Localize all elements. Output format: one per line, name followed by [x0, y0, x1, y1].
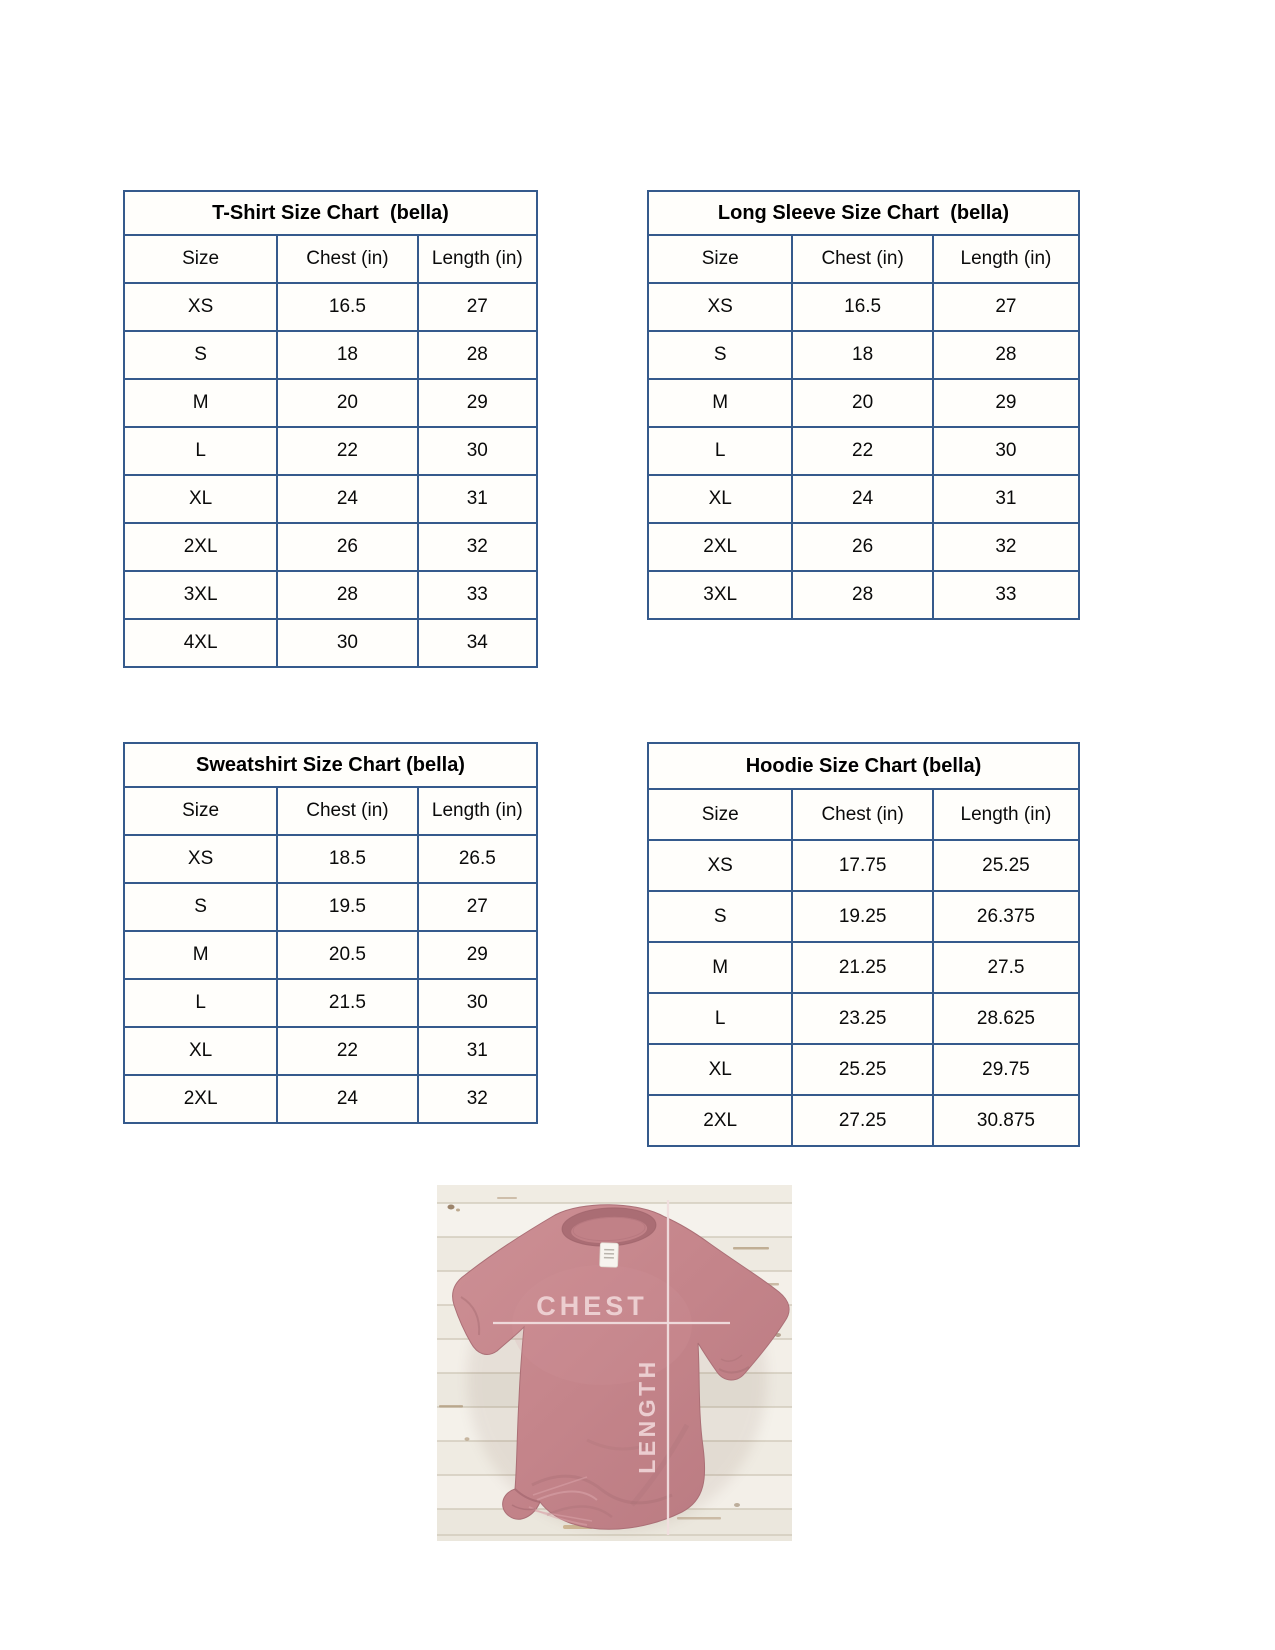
length-cell: 34 [418, 619, 537, 667]
length-cell: 27 [933, 283, 1079, 331]
table-row [648, 571, 1079, 619]
chest-cell: 24 [792, 475, 933, 523]
size-chart-table-tshirt [123, 190, 538, 668]
size-chart-table-sweatshirt [123, 742, 538, 1124]
size-cell: L [124, 427, 277, 475]
chest-cell: 23.25 [792, 993, 933, 1044]
size-cell: M [124, 931, 277, 979]
chest-cell: 19.25 [792, 891, 933, 942]
length-cell: 32 [933, 523, 1079, 571]
length-cell: 31 [933, 475, 1079, 523]
chest-cell: 17.75 [792, 840, 933, 891]
size-cell: XS [124, 283, 277, 331]
table-row [124, 331, 537, 379]
size-cell: L [124, 979, 277, 1027]
size-cell: XS [124, 835, 277, 883]
column-header-size: Size [124, 235, 277, 283]
table-title: Sweatshirt Size Chart (bella) [124, 743, 537, 787]
length-cell: 33 [933, 571, 1079, 619]
table-title: T-Shirt Size Chart (bella) [124, 191, 537, 235]
length-cell: 28 [933, 331, 1079, 379]
table-row [648, 1044, 1079, 1095]
length-cell: 28 [418, 331, 537, 379]
table-row [124, 571, 537, 619]
chest-cell: 18 [277, 331, 417, 379]
table-row [124, 523, 537, 571]
table-row [124, 379, 537, 427]
column-header-size: Size [648, 789, 792, 840]
chest-cell: 28 [277, 571, 417, 619]
column-header-length: Length (in) [933, 235, 1079, 283]
column-header-size: Size [648, 235, 792, 283]
table-row [124, 931, 537, 979]
table-row [648, 331, 1079, 379]
column-header-chest: Chest (in) [792, 235, 933, 283]
table-row [124, 475, 537, 523]
size-cell: L [648, 993, 792, 1044]
chest-cell: 22 [277, 1027, 417, 1075]
chest-cell: 20 [792, 379, 933, 427]
table-row [124, 619, 537, 667]
column-header-chest: Chest (in) [277, 787, 417, 835]
size-chart-table-longsleeve [647, 190, 1080, 620]
chest-label: CHEST [536, 1291, 648, 1321]
table-title: Hoodie Size Chart (bella) [648, 743, 1079, 789]
chest-cell: 26 [792, 523, 933, 571]
size-cell: S [124, 883, 277, 931]
length-cell: 25.25 [933, 840, 1079, 891]
chest-cell: 25.25 [792, 1044, 933, 1095]
table-row [648, 993, 1079, 1044]
length-cell: 32 [418, 1075, 537, 1123]
size-cell: S [648, 891, 792, 942]
table-title: Long Sleeve Size Chart (bella) [648, 191, 1079, 235]
table-row [648, 891, 1079, 942]
length-cell: 27 [418, 883, 537, 931]
length-cell: 30.875 [933, 1095, 1079, 1146]
length-cell: 31 [418, 475, 537, 523]
length-cell: 29 [933, 379, 1079, 427]
chest-cell: 26 [277, 523, 417, 571]
size-cell: M [648, 379, 792, 427]
chest-cell: 24 [277, 475, 417, 523]
column-header-length: Length (in) [418, 787, 537, 835]
table-row [648, 942, 1079, 993]
size-cell: 3XL [648, 571, 792, 619]
chest-cell: 22 [277, 427, 417, 475]
collar-tag [600, 1243, 619, 1268]
length-cell: 30 [418, 427, 537, 475]
table-row [124, 427, 537, 475]
length-cell: 31 [418, 1027, 537, 1075]
length-cell: 32 [418, 523, 537, 571]
tshirt-measurement-photo [437, 1185, 792, 1541]
size-cell: 2XL [124, 1075, 277, 1123]
product-photo [437, 1185, 792, 1541]
size-cell: XL [648, 475, 792, 523]
length-cell: 30 [933, 427, 1079, 475]
table-row [124, 1075, 537, 1123]
length-cell: 29 [418, 379, 537, 427]
size-cell: M [124, 379, 277, 427]
size-cell: M [648, 942, 792, 993]
table-row [648, 523, 1079, 571]
chest-cell: 19.5 [277, 883, 417, 931]
size-cell: XL [124, 1027, 277, 1075]
size-cell: S [124, 331, 277, 379]
table-row [648, 1095, 1079, 1146]
chest-cell: 16.5 [277, 283, 417, 331]
length-cell: 27 [418, 283, 537, 331]
size-cell: XS [648, 840, 792, 891]
column-header-length: Length (in) [418, 235, 537, 283]
table-row [124, 1027, 537, 1075]
table-row [648, 840, 1079, 891]
size-cell: 2XL [648, 523, 792, 571]
length-cell: 28.625 [933, 993, 1079, 1044]
chest-cell: 22 [792, 427, 933, 475]
length-cell: 29 [418, 931, 537, 979]
chest-cell: 21.25 [792, 942, 933, 993]
size-cell: S [648, 331, 792, 379]
size-cell: 3XL [124, 571, 277, 619]
chest-cell: 18.5 [277, 835, 417, 883]
length-cell: 27.5 [933, 942, 1079, 993]
table-row [648, 427, 1079, 475]
size-cell: L [648, 427, 792, 475]
chest-cell: 30 [277, 619, 417, 667]
size-chart-table-hoodie [647, 742, 1080, 1147]
column-header-size: Size [124, 787, 277, 835]
length-label: LENGTH [634, 1358, 660, 1474]
table-row [648, 475, 1079, 523]
table-row [648, 379, 1079, 427]
table-row [124, 835, 537, 883]
table-row [124, 283, 537, 331]
table-row [124, 883, 537, 931]
chest-cell: 20 [277, 379, 417, 427]
size-cell: XS [648, 283, 792, 331]
length-cell: 33 [418, 571, 537, 619]
chest-cell: 16.5 [792, 283, 933, 331]
column-header-chest: Chest (in) [792, 789, 933, 840]
table-row [124, 979, 537, 1027]
column-header-length: Length (in) [933, 789, 1079, 840]
size-cell: XL [124, 475, 277, 523]
size-cell: 4XL [124, 619, 277, 667]
chest-cell: 20.5 [277, 931, 417, 979]
column-header-chest: Chest (in) [277, 235, 417, 283]
length-cell: 29.75 [933, 1044, 1079, 1095]
chest-cell: 21.5 [277, 979, 417, 1027]
table-row [648, 283, 1079, 331]
chest-cell: 18 [792, 331, 933, 379]
chest-cell: 28 [792, 571, 933, 619]
length-cell: 30 [418, 979, 537, 1027]
size-cell: XL [648, 1044, 792, 1095]
length-cell: 26.375 [933, 891, 1079, 942]
size-cell: 2XL [648, 1095, 792, 1146]
size-cell: 2XL [124, 523, 277, 571]
length-cell: 26.5 [418, 835, 537, 883]
chest-cell: 27.25 [792, 1095, 933, 1146]
chest-cell: 24 [277, 1075, 417, 1123]
